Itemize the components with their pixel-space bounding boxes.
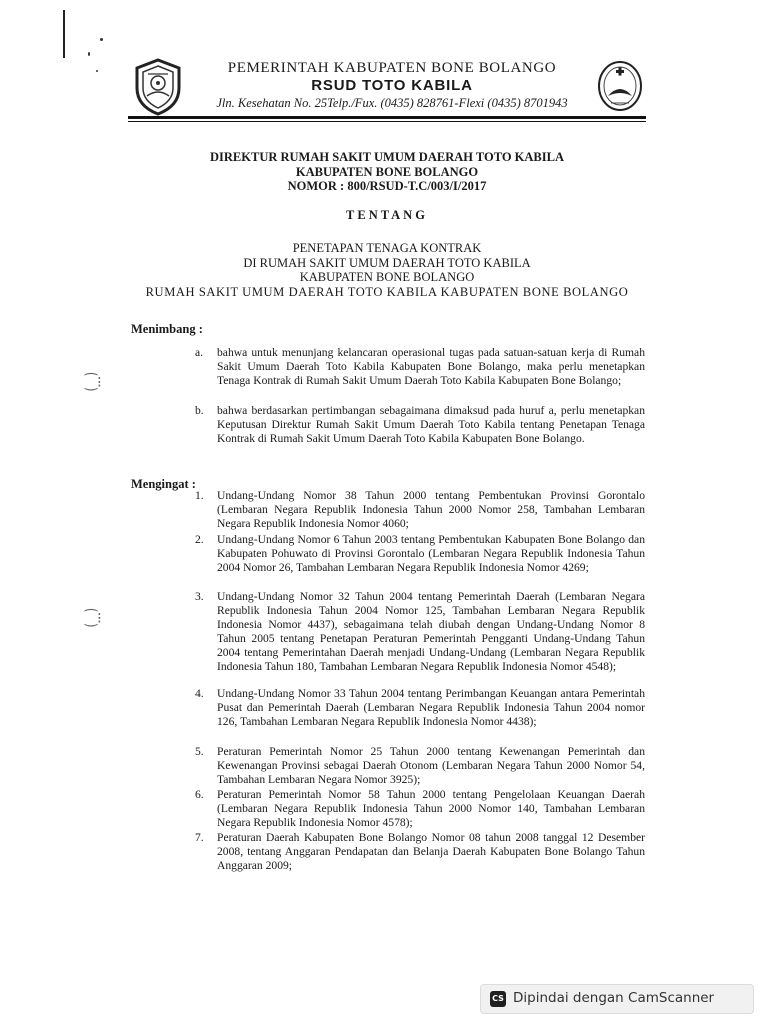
- scan-artifact-dot: [88, 52, 90, 56]
- mengingat-heading: Mengingat :: [131, 477, 196, 491]
- scan-artifact-dot: [100, 38, 103, 41]
- mengingat-item: [195, 788, 645, 830]
- mengingat-item: [195, 831, 645, 873]
- item-text: Undang-Undang Nomor 6 Tahun 2003 tentang Pembentukan Kabupaten Bone Bolango dan Kabupaten Pohuwato di Provinsi Gorontalo (Lembaran Negara Republik Indonesia Tahun 2004 Nomor 26, Tambahan Lembaran Negara Republik Indonesia Nomor 4269;: [217, 533, 645, 574]
- scan-artifact-mark: ⁐⁝: [85, 609, 102, 627]
- letterhead-divider-thin: [128, 121, 646, 122]
- letterhead-divider-thick: [128, 116, 646, 119]
- letterhead-address: Jln. Kesehatan No. 25Telp./Fux. (0435) 828761-Flexi (0435) 8701943: [216, 96, 568, 110]
- camscanner-logo-icon: CS: [490, 991, 506, 1007]
- item-marker: 3.: [195, 590, 204, 603]
- mengingat-item: [195, 533, 645, 575]
- item-marker: 2.: [195, 533, 204, 546]
- subject-line: RUMAH SAKIT UMUM DAERAH TOTO KABILA KABUPATEN BONE BOLANGO: [145, 284, 629, 299]
- subject-line: KABUPATEN BONE BOLANGO: [299, 270, 475, 284]
- bone-bolango-crest-logo-icon: [133, 58, 183, 116]
- mengingat-item: [195, 489, 645, 531]
- decree-title-line: KABUPATEN BONE BOLANGO: [295, 164, 479, 179]
- scan-artifact-dot: [96, 70, 98, 72]
- decree-title-block: [128, 150, 646, 194]
- menimbang-heading: Menimbang :: [131, 322, 203, 336]
- letterhead-hospital-name: RSUD TOTO KABILA: [311, 77, 473, 94]
- item-text: Undang-Undang Nomor 33 Tahun 2004 tentang Perimbangan Keuangan antara Pemerintah Pusat dan Pemerintah Daerah (Lembaran Negara Republik Indonesia Tahun 2004 nomor 126, Tambahan Lembaran Negara Republik Indonesia Nomor 4438);: [217, 687, 645, 728]
- item-marker: 4.: [195, 687, 204, 700]
- item-marker: 6.: [195, 788, 204, 801]
- scan-artifact-mark: ⁐⁝: [85, 373, 102, 391]
- menimbang-item: [195, 404, 645, 446]
- item-text: bahwa berdasarkan pertimbangan sebagaimana dimaksud pada huruf a, perlu menetapkan Keputusan Direktur Rumah Sakit Umum Daerah Toto Kabila tentang Penetapan Tenaga Kontrak di Rumah Sakit Umum Daerah Toto Kabila Kabupaten Bone Bolango.: [217, 404, 645, 445]
- menimbang-item: [195, 346, 645, 388]
- item-text: Peraturan Pemerintah Nomor 25 Tahun 2000 tentang Kewenangan Pemerintah dan Kewenangan Provinsi sebagai Daerah Otonom (Lembaran Negara Tahun 2000 Nomor 54, Tambahan Lembaran Negara Nomor 3925);: [217, 745, 645, 786]
- item-text: bahwa untuk menunjang kelancaran operasional tugas pada satuan-satuan kerja di Rumah Sakit Umum Daerah Toto Kabila Kabupaten Bone Bolango, maka perlu menetapkan Tenaga Kontrak di Rumah Sakit Umum Daerah Toto Kabila Kabupaten Bone Bolango;: [217, 346, 645, 387]
- item-marker: 7.: [195, 831, 204, 844]
- item-marker: a.: [195, 346, 204, 359]
- mengingat-item: [195, 745, 645, 787]
- item-text: Peraturan Daerah Kabupaten Bone Bolango Nomor 08 tahun 2008 tanggal 12 Desember 2008, tentang Anggaran Pendapatan dan Belanja Daerah Kabupaten Bone Bolango Tahun Anggaran 2009;: [217, 831, 645, 872]
- tentang-heading: TENTANG: [346, 208, 428, 222]
- decree-number: NOMOR : 800/RSUD-T.C/003/I/2017: [287, 179, 487, 193]
- decree-title-line: DIREKTUR RUMAH SAKIT UMUM DAERAH TOTO KABILA: [210, 150, 564, 164]
- scan-artifact-line: [63, 10, 65, 58]
- item-marker: b.: [195, 404, 204, 417]
- bakti-husada-logo-icon: [597, 60, 643, 112]
- subject-line: PENETAPAN TENAGA KONTRAK: [292, 241, 482, 255]
- item-text: Undang-Undang Nomor 32 Tahun 2004 tentang Pemerintah Daerah (Lembaran Negara Republik Indonesia Tahun 2004 Nomor 125, Tambahan Lembaran Negara Republik Indonesia Nomor 4437), sebagaimana telah diubah dengan Undang-Undang Nomor 8 Tahun 2005 tentang Penetapan Peraturan Pemerintah Pengganti Undang-Undang Tahun 2004 tentang Pemerintahan Daerah menjadi Undang-Undang (Lembaran Negara Republik Indonesia Tahun 180, Tambahan Lembaran Negara Republik Indonesia Nomor 4548);: [217, 590, 645, 673]
- subject-line: DI RUMAH SAKIT UMUM DAERAH TOTO KABILA: [243, 255, 531, 270]
- decree-subject-block: [128, 241, 646, 299]
- item-text: Peraturan Pemerintah Nomor 58 Tahun 2000 tentang Pengelolaan Keuangan Daerah (Lembaran Negara Republik Indonesia Tahun 2000 Nomor 140, Tambahan Lembaran Negara Republik Indonesia Nomor 4578);: [217, 788, 645, 829]
- letterhead-government: PEMERINTAH KABUPATEN BONE BOLANGO: [227, 60, 557, 76]
- mengingat-item: [195, 687, 645, 729]
- mengingat-item: [195, 590, 645, 674]
- item-marker: 1.: [195, 489, 204, 502]
- item-text: Undang-Undang Nomor 38 Tahun 2000 tentang Pembentukan Provinsi Gorontalo (Lembaran Negara Republik Indonesia Tahun 2000 Nomor 258, Tambahan Lembaran Negara Republik Indonesia Nomor 4060;: [217, 489, 645, 530]
- item-marker: 5.: [195, 745, 204, 758]
- camscanner-watermark: [480, 984, 754, 1014]
- camscanner-text: Dipindai dengan CamScanner: [513, 990, 715, 1006]
